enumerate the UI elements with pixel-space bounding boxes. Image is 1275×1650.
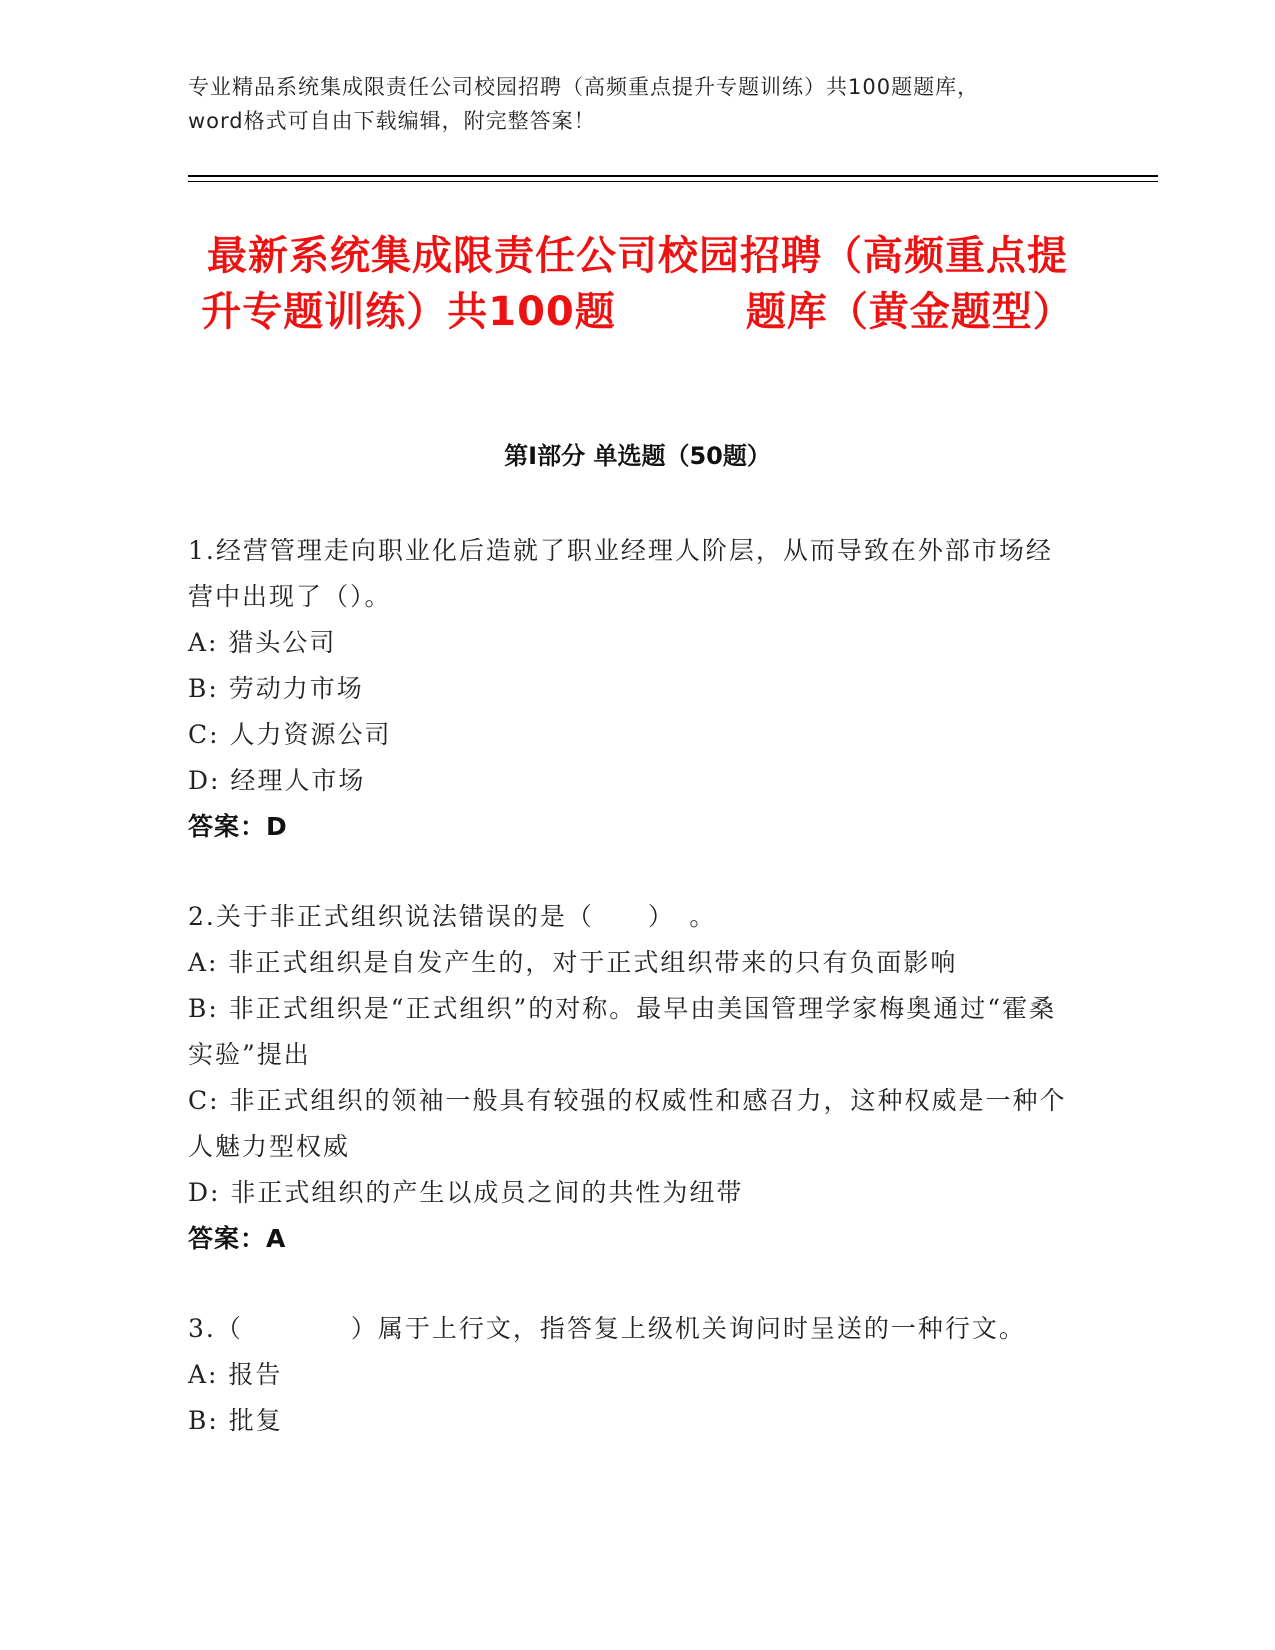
answer: 答案：D: [188, 812, 288, 841]
header-rule-thick: [188, 175, 1158, 177]
question-3: [188, 1306, 1078, 1444]
question-text: 3.（ ）属于上行文，指答复上级机关询问时呈送的一种行文。: [188, 1314, 1026, 1343]
option-b: B: 劳动力市场: [188, 674, 364, 703]
document-title-part1: 最新系统集成限责任公司校园招聘（高频重点提升专题训练）共100题: [201, 233, 1068, 335]
header-note: 专业精品系统集成限责任公司校园招聘（高频重点提升专题训练）共100题题库，word格式可自由下载编辑，附完整答案！: [188, 75, 980, 133]
option-c: C: 非正式组织的领袖一般具有较强的权威性和感召力，这种权威是一种个人魅力型权威: [188, 1086, 1067, 1161]
option-d: D: 经理人市场: [188, 766, 366, 795]
option-a: A: 猎头公司: [188, 628, 337, 657]
option-a: A: 报告: [188, 1360, 283, 1389]
option-c: C: 人力资源公司: [188, 720, 392, 749]
option-b: B: 批复: [188, 1406, 283, 1435]
question-text: 1.经营管理走向职业化后造就了职业经理人阶层，从而导致在外部市场经营中出现了（）。: [188, 536, 1053, 611]
option-a: A: 非正式组织是自发产生的，对于正式组织带来的只有负面影响: [188, 948, 958, 977]
document-title: [190, 228, 1085, 340]
document-title-part2: 题库（黄金题型）: [745, 289, 1074, 335]
question-2: [188, 894, 1078, 1262]
answer: 答案：A: [188, 1224, 287, 1253]
option-d: D: 非正式组织的产生以成员之间的共性为纽带: [188, 1178, 744, 1207]
section-heading: 第Ⅰ部分 单选题（50题）: [504, 442, 771, 470]
question-list: [188, 528, 1078, 1488]
question-1: [188, 528, 1078, 850]
header-rule-thin: [188, 181, 1158, 182]
option-b: B: 非正式组织是“正式组织”的对称。最早由美国管理学家梅奥通过“霍桑实验”提出: [188, 994, 1057, 1069]
question-text: 2.关于非正式组织说法错误的是（ ） 。: [188, 902, 717, 931]
